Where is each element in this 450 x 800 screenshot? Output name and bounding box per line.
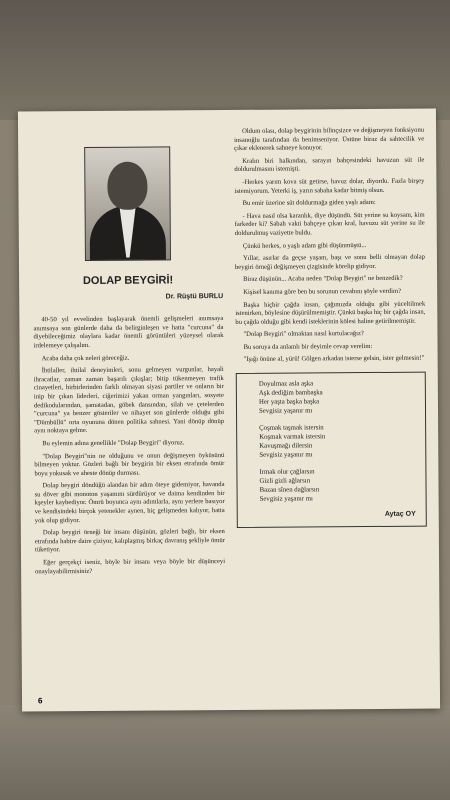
paragraph: Dolap beygiri örneği bir insanı düşünün, gözleri bağlı, bir eksen etrafında habire daire çiziyor, kalıplaşmış birkaç davranış şekliyle ömür tüketiyor.	[34, 528, 225, 554]
paragraph: Oldum olası, dolap beygirinin bilinçsizce ve değişmeyen fonksiyonu insanoğlu tarafından da benimseniyor. Üstüne biraz da sahtecilik ve çıkar eklenerek sahneye konuyor.	[234, 126, 425, 153]
paragraph: Başka hiçbir çağda insan, çağımızda olduğu gibi yüceltilmek istenirken, böylesine düşürülmemiştir. Çünkü başka hiç bir çağda insan, bu çağda olduğu gibi kendi isteklerinin kölesi haline getirilmemiştir.	[235, 300, 426, 326]
paragraph: Dolap beygiri döndüğü alandan bir adım öteye gidemiyor, havanda su döver gibi monoton yaşamını sürdürüyor ve daima kendinden bir kşeyler kaybediyor. Ömrü boyunca aynı adımlarla, aynı yerlere basıyor ve kendisindeki birçok yetenekler aynen, hiç gelişmeden kalıyor, hatta yok olup gidiyor.	[34, 481, 225, 525]
poem-box	[236, 372, 427, 528]
poem-author: Aytaç OY	[384, 510, 416, 518]
paragraph: Eğer gerçekçi iseniz, böyle bir insanı veya böyle bir düşünceyi onaylayabilirmisiniz?	[35, 558, 226, 575]
paragraph: "Işığı önüne al, yürü! Gölgen arkadan isterse gelsin, ister gelmesin!"	[243, 355, 425, 364]
paragraph: Bu soruya da anlamlı bir deyimle cevap verelim:	[243, 342, 373, 351]
paragraph: "Dolap Beygiri" olmaktan nasıl kurtulacağız?	[243, 330, 364, 339]
photo-head	[107, 162, 147, 210]
left-column	[32, 126, 225, 581]
paragraph: 40-50 yıl evvelinden başlayarak önemli gelişmeleri anımsaya anımsaya son günlerde daha da belirginleşen ve hatta "curcuna" da diyebileceğimiz olaylara kadar önemli görüntüleri yüzeysel olarak irdelemeye çalışalım.	[33, 315, 224, 350]
paragraph: Bu eylemin adına genellikle "Dolap Beygiri" diyoruz.	[42, 439, 185, 448]
background-bottom	[0, 705, 450, 800]
page-number: 6	[37, 696, 43, 706]
poem-line: Çoşmak taşmak istersin	[259, 424, 324, 432]
right-column	[234, 127, 427, 528]
paragraph: Bu emir üzerine süt doldurmağa giden yaşlı adam:	[242, 199, 376, 208]
article-author: Dr. Rüştü BURLU	[165, 292, 224, 301]
poem-line: Sevgisiz yaşanır mı	[259, 451, 313, 459]
background-top	[0, 0, 450, 120]
author-photo	[84, 146, 171, 261]
poem-stanza	[259, 379, 415, 416]
poem-line: Bazan sînen dağlarsın	[259, 486, 320, 494]
paragraph: Yıllar, asırlar da geçse yaşam, başı ve sonu belli olmayan dolap beygiri örneği değişmeyen çizgisinde körelip gidiyor.	[234, 253, 425, 271]
poem-line: Gizli gizli ağlarsın	[259, 477, 311, 485]
paragraph: - Hava nasıl olsa karanlık, diye düşündü. Süt yerine su koysam, kim farkeder ki? Sabah vakti bahçeye çıkan kral, havuzu süt yerine su ile doldurulmuş vaziyette buldu.	[234, 211, 425, 237]
poem-line: Doyulmaz asla aşka	[258, 380, 314, 388]
poem-line: Sevgisiz yaşanır mı	[259, 495, 313, 503]
paragraph: -Herkes yarım kova süt getirse, havuz dolar, diyordu. Fazla birşey istemiyorum. Yeterki iş, yarın sabaha kadar bitmiş olsun.	[234, 177, 425, 195]
poem-line: Sevgisiz yaşanır mı	[258, 407, 313, 415]
poem-line: Koşmak varmak istersin	[259, 433, 326, 441]
poem-line: Kavuşmağı dilersin	[259, 442, 313, 450]
paragraph: Çünkü herkes, o yaşlı adam gibi düşünmüştü...	[242, 241, 367, 250]
poem-stanza	[259, 467, 415, 504]
paragraph: Acaba daha çok neleri göreceğiz.	[41, 354, 130, 362]
magazine-page	[18, 109, 440, 712]
poem-stanza	[259, 423, 415, 460]
paragraph: İhtilaller, ihtilal deneyimleri, sonu gelmeyen vurgunlar, hayali ihracatlar, zaman zaman başarılı çıkışlar; bitip tükenmeyen trafik cinayetleri, birbirlerinden farklı olmayan siyasi partiler ve onların bir inip bir çıkan liderleri, ciğerimizi yakan orman yangınları, sosyete dedikodularından, şamatadan, göbek dansından, silah ve çetelerden "curcuna" ya benzer gösteriler ve nihayet son günlerde olduğu gibi "Dümbüllü" orta oyununa dönen politika sahnesi. Yani dönüp dönüp aynı noktaya gelme.	[33, 366, 225, 435]
paragraph: "Dolap Beygiri"nin ne olduğunu ve onun değişmeyen öyküsünü bilmeyen yoktur. Gözleri bağlı bir beygirin bir eksen etrafında ömür boyu yokusak ve aheste dönüp durması.	[34, 451, 225, 478]
article-title: DOLAP BEYGİRİ!	[82, 274, 174, 288]
poem-line: Her yaşta başka başka	[258, 398, 320, 406]
poem-line: Irmak olur çağlarsın	[259, 468, 315, 476]
poem-line: Aşk dediğim bambaşka	[258, 389, 323, 397]
paragraph: Kralın biri halkından, sarayın bahçesindeki havuzun süt ile doldurulmasını istemişti.	[234, 156, 425, 174]
paragraph: Biraz düşünün... Acaba neden "Dolap Beygiri" ne benzedik?	[243, 275, 403, 284]
paragraph: Kişisel kanıma göre ben bu sorunun cevabını şöyle verdim?	[243, 287, 402, 296]
